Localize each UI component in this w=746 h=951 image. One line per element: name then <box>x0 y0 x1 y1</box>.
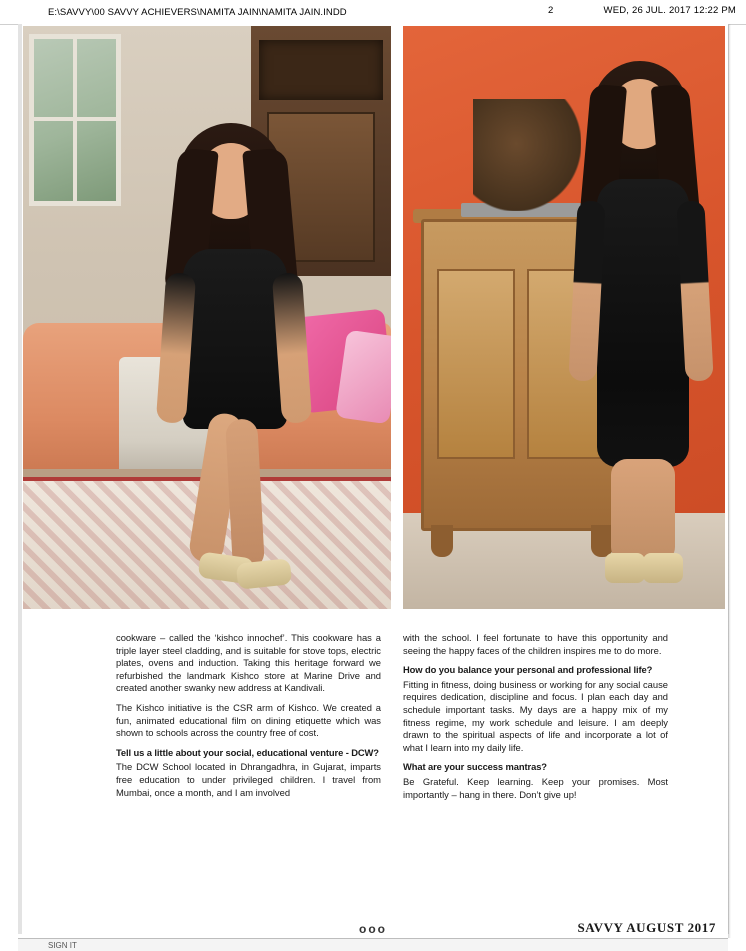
right-photo-subject <box>551 61 719 591</box>
article-column-right <box>403 632 668 808</box>
left-subject-leg-back <box>225 418 265 569</box>
left-photo-window <box>29 34 121 206</box>
bottom-strip: SIGN IT <box>18 938 728 951</box>
article-body <box>116 632 668 808</box>
left-photo-subject <box>141 123 321 593</box>
paragraph: The Kishco initiative is the CSR arm of Kishco. We created a fun, animated educational film on dining etiquette which was shown to schools across the country free of cost. <box>116 701 381 739</box>
right-photo-cabinet-panel-left <box>437 269 515 459</box>
print-header-bar <box>0 0 746 25</box>
paragraph: Be Grateful. Keep learning. Keep your promises. Most importantly – hang in there. Don’t give up! <box>403 775 668 800</box>
paragraph: with the school. I feel fortunate to have this opportunity and seeing the happy faces of the children inspires me to do more. <box>403 632 668 656</box>
article-column-left <box>116 632 381 808</box>
right-subject-dress <box>597 179 689 467</box>
right-photo-cabinet-leg-left <box>431 525 453 557</box>
page-spine <box>18 24 22 934</box>
left-subject-shoe-back <box>236 558 292 590</box>
page-number: 2 <box>548 5 554 16</box>
photo-left <box>23 26 391 609</box>
right-subject-legs <box>611 459 675 563</box>
footer-ornament: ooo <box>359 922 387 936</box>
document-file-path: E:\SAVVY\00 SAVVY ACHIEVERS\NAMITA JAIN\NAMITA JAIN.INDD <box>48 6 347 18</box>
interview-question: What are your success mantras? <box>403 761 547 773</box>
page-edge-shadow <box>728 24 731 938</box>
right-subject-shoe-right <box>643 553 683 583</box>
footer-issue-label: SAVVY AUGUST 2017 <box>577 920 716 935</box>
left-subject-dress <box>183 249 287 429</box>
photo-right <box>403 26 725 609</box>
paragraph: cookware – called the ‘kishco innochef’. This cookware has a triple layer steel cladding, and is suitable for stove tops, electric plates, ovens and induction. Taking this heritage forward we refurbished the landmark Kishco store at Marine Drive and created another swanky new address at Kandivali. <box>116 632 381 694</box>
magazine-page <box>18 24 728 951</box>
right-subject-shoe-left <box>605 553 645 583</box>
interview-question: How do you balance your personal and professional life? <box>403 664 653 676</box>
left-photo-cabinet-top <box>259 40 383 100</box>
photo-row <box>23 26 725 609</box>
paragraph: Fitting in fitness, doing business or working for any social cause requires dedication, discipline and focus. I plan each day and schedule important tasks. My days are a happy mix of my fitness regime, my work schedule and leisure. I am deeply drawn to the spiritual aspects of life and incorporate a lot of what I learn into my daily life. <box>403 678 668 753</box>
interview-question: Tell us a little about your social, educational venture - DCW? <box>116 746 379 758</box>
paragraph: The DCW School located in Dhrangadhra, in Gujarat, imparts free education to under privileged children. I travel from Mumbai, once a month, and I am involved <box>116 761 381 798</box>
page-canvas <box>18 24 729 934</box>
print-datetime: WED, 26 JUL. 2017 12:22 PM <box>603 5 736 16</box>
